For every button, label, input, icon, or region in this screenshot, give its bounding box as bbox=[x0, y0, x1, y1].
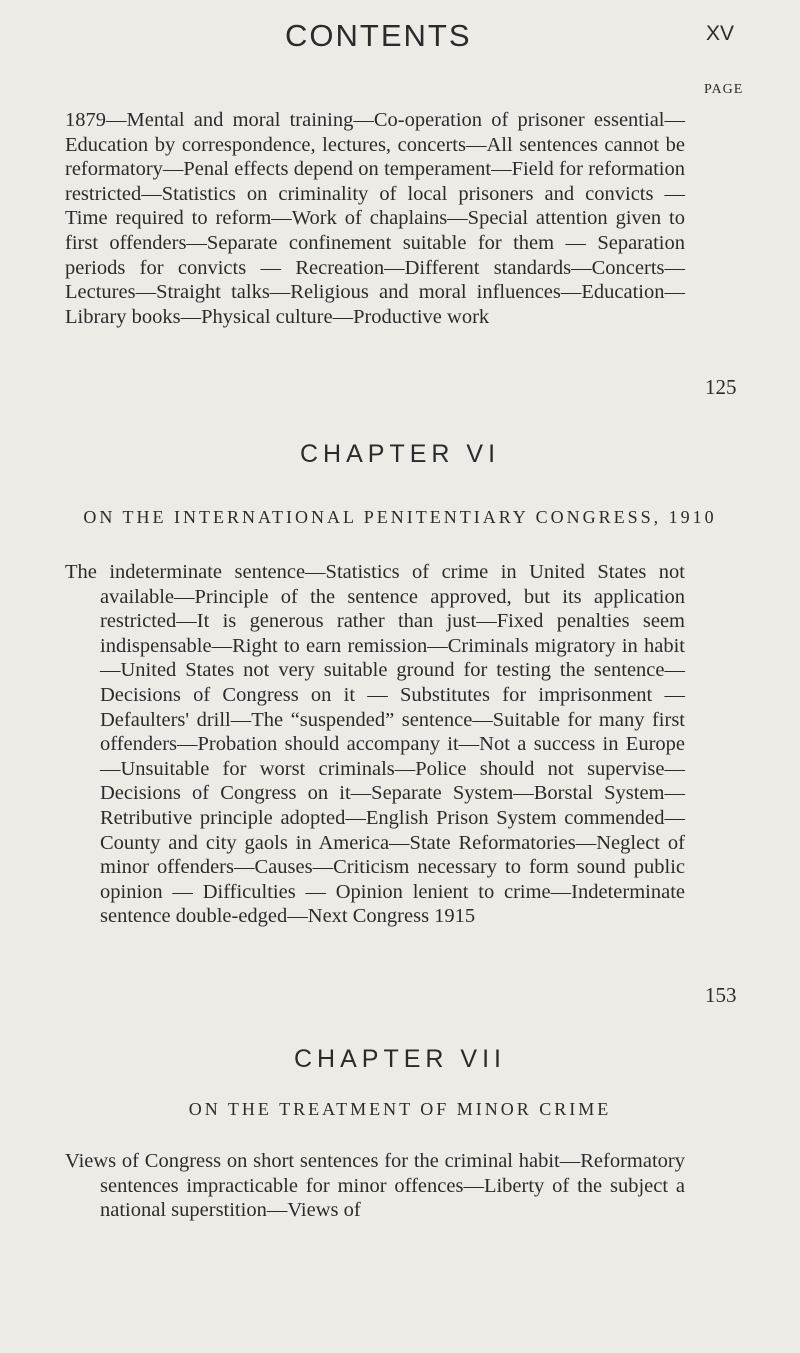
entry-text: Views of Congress on short sentences for the criminal habit—Reformatory sentences impracticable for minor offences—Liberty of the subject a national superstition—Views of bbox=[65, 1150, 685, 1222]
entry-text: 1879—Mental and moral training—Co-operation of prisoner essential—Education by correspondence, lectures, concerts—All sentences cannot be reformatory—Penal effects depend on temperament—Field for reformation restricted—Statistics on criminality of local prisoners and convicts — Time required to reform—Work of chaplains—Special attention given to first offenders—Separate confinement suitable for them — Separation periods for convicts — Recreation—Different standards—Concerts—Lectures—Straight talks—Religious and moral influences—Education—Library books—Physical culture—Productive work bbox=[65, 109, 685, 328]
chapter-subtitle: ON THE TREATMENT OF MINOR CRIME bbox=[188, 1099, 612, 1119]
entry-page-number: 125 bbox=[705, 375, 737, 399]
contents-entry-chapter-vi bbox=[65, 560, 685, 929]
folio-page-number: XV bbox=[706, 22, 735, 45]
chapter-heading: CHAPTER VII bbox=[294, 1045, 506, 1073]
chapter-heading: CHAPTER VI bbox=[299, 440, 501, 468]
entry-text: The indeterminate sentence—Statistics of crime in United States not available—Principle of the sentence approved, but its application restricted—It is generous rather than just—Fixed penalties seem indispensable—Right to earn remission—Criminals migratory in habit—United States not very suitable ground for testing the sentence—Decisions of Congress on it — Substitutes for imprisonment — Defaulters' drill—The “suspended” sentence—Suitable for many first offenders—Probation should accompany it—Not a success in Europe—Unsuitable for worst criminals—Police should not supervise—Decisions of Congress on it—Separate System—Borstal System—Retributive principle adopted—English Prison System commended—County and city gaols in America—State Reformatories—Neglect of minor offenders—Causes—Criticism necessary to form sound public opinion — Difficulties — Opinion lenient to crime—Indeterminate sentence double-edged—Next Congress 1915 bbox=[65, 561, 685, 928]
contents-entry-chapter-vii bbox=[65, 1149, 685, 1223]
page-title: CONTENTS bbox=[285, 18, 472, 53]
page-column-label: PAGE bbox=[704, 82, 744, 97]
contents-entry-chapter-v-continued bbox=[65, 108, 685, 329]
chapter-subtitle: ON THE INTERNATIONAL PENITENTIARY CONGRESS, 1910 bbox=[83, 507, 717, 527]
running-head bbox=[0, 14, 800, 60]
entry-page-number: 153 bbox=[705, 983, 737, 1007]
